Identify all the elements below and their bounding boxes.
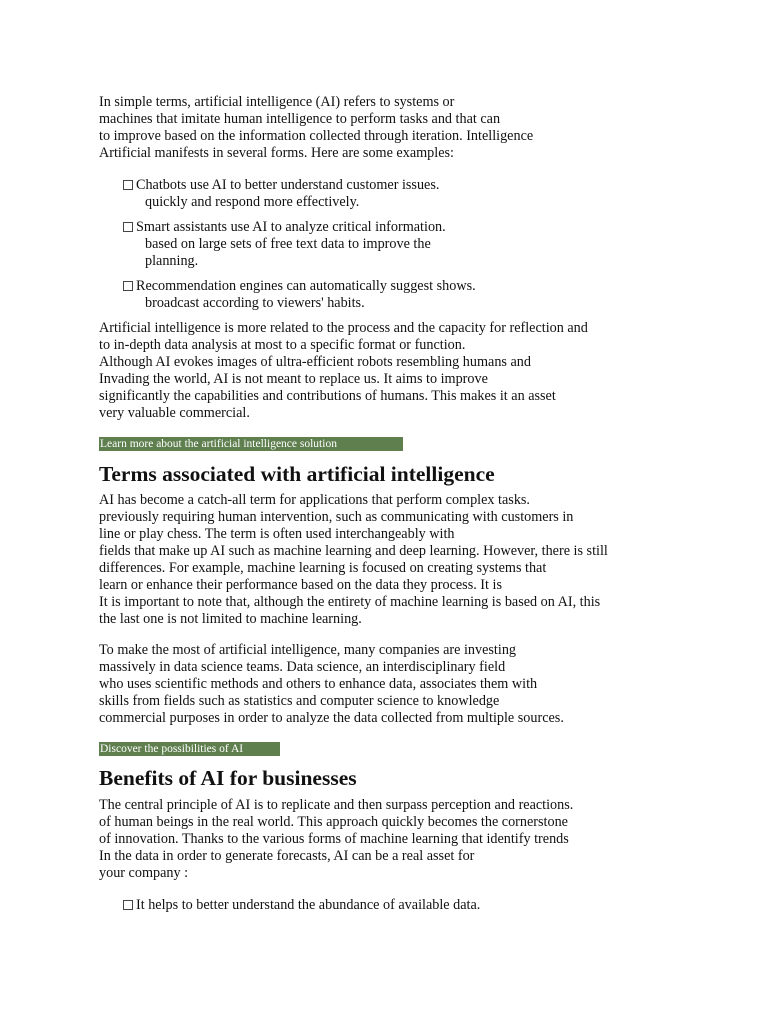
paragraph-line: massively in data science teams. Data science, an interdisciplinary field [99,659,506,675]
example-line: planning. [145,253,199,269]
example-line: based on large sets of free text data to improve the [145,236,431,252]
paragraph-line: of human beings in the real world. This approach quickly becomes the cornerstone [99,814,568,830]
missing-glyph-box-icon [123,222,133,232]
missing-glyph-box-icon [123,900,133,910]
example-item [123,219,446,270]
paragraph-line: who uses scientific methods and others to enhance data, associates them with [99,676,538,692]
paragraph-line: skills from fields such as statistics and computer science to knowledge [99,693,500,709]
intro-line: machines that imitate human intelligence to perform tasks and that can [99,111,501,127]
paragraph-line: very valuable commercial. [99,405,250,421]
example-item [123,278,476,312]
paragraph-line: learn or enhance their performance based on the data they process. It is [99,577,502,593]
paragraph-line: of innovation. Thanks to the various forms of machine learning that identify trends [99,831,569,847]
paragraph-line: In the data in order to generate forecasts, AI can be a real asset for [99,848,475,864]
intro-line: In simple terms, artificial intelligence (AI) refers to systems or [99,94,455,110]
intro-paragraph [99,94,533,162]
paragraph-line: your company : [99,865,189,881]
paragraph-line: significantly the capabilities and contributions of humans. This makes it an asset [99,388,556,404]
benefit-line: It helps to better understand the abundance of available data. [136,897,481,913]
intro-line: Artificial manifests in several forms. Here are some examples: [99,145,454,161]
paragraph-line: Invading the world, AI is not meant to replace us. It aims to improve [99,371,488,387]
section-paragraph [99,492,608,628]
example-line: Chatbots use AI to better understand customer issues. [136,177,440,193]
example-line: Recommendation engines can automatically suggest shows. [136,278,476,294]
paragraph-line: line or play chess. The term is often used interchangeably with [99,526,455,542]
example-line: Smart assistants use AI to analyze critical information. [136,219,446,235]
paragraph-line: AI has become a catch-all term for applications that perform complex tasks. [99,492,530,508]
paragraph-line: Although AI evokes images of ultra-efficient robots resembling humans and [99,354,531,370]
example-line: broadcast according to viewers' habits. [145,295,365,311]
example-item [123,177,439,211]
paragraph-line: To make the most of artificial intelligence, many companies are investing [99,642,517,658]
intro-line: to improve based on the information collected through iteration. Intelligence [99,128,534,144]
paragraph-line: It is important to note that, although the entirety of machine learning is based on AI, this [99,594,601,610]
paragraph-line: The central principle of AI is to replicate and then surpass perception and reactions. [99,797,574,813]
paragraph-line: previously requiring human intervention, such as communicating with customers in [99,509,574,525]
section-paragraph [99,642,564,727]
example-line: quickly and respond more effectively. [145,194,360,210]
body-paragraph [99,320,588,422]
learn-more-link[interactable]: Learn more about the artificial intelligence solution [99,437,403,451]
paragraph-line: fields that make up AI such as machine learning and deep learning. However, there is still [99,543,608,559]
paragraph-line: Artificial intelligence is more related to the process and the capacity for reflection and [99,320,588,336]
paragraph-line: to in-depth data analysis at most to a specific format or function. [99,337,466,353]
paragraph-line: commercial purposes in order to analyze the data collected from multiple sources. [99,710,564,726]
discover-ai-link[interactable]: Discover the possibilities of AI [99,742,280,756]
missing-glyph-box-icon [123,180,133,190]
paragraph-line: differences. For example, machine learning is focused on creating systems that [99,560,547,576]
benefit-item [123,897,480,914]
section-heading: Benefits of AI for businesses [99,766,357,790]
paragraph-line: the last one is not limited to machine learning. [99,611,362,627]
section-paragraph [99,797,573,882]
missing-glyph-box-icon [123,281,133,291]
section-heading: Terms associated with artificial intelligence [99,462,495,486]
